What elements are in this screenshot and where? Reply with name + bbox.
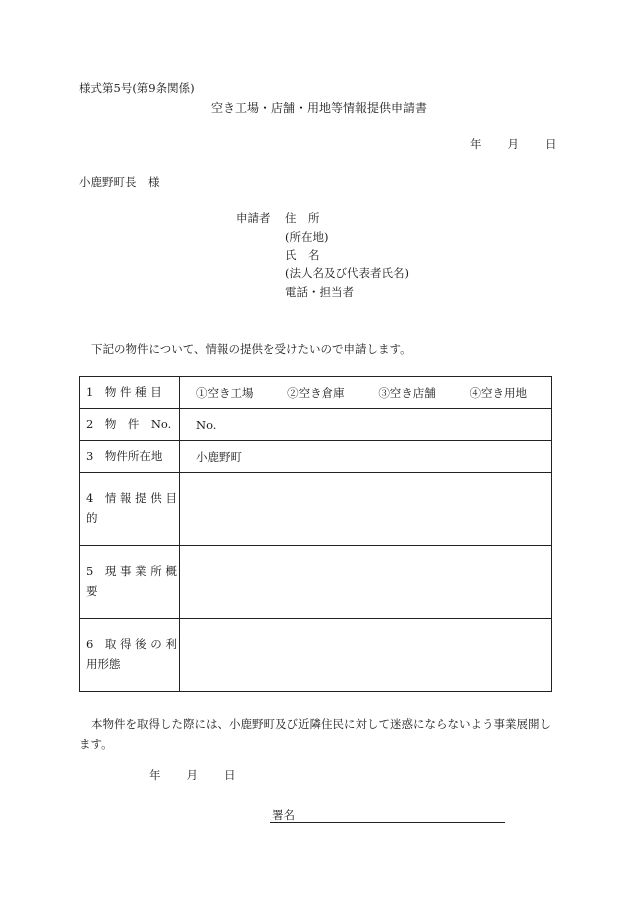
addressee: 小鹿野町長 様 <box>79 175 160 189</box>
table-row-purpose <box>80 473 552 546</box>
signature-date <box>149 770 236 782</box>
intro-text: 下記の物件について、情報の提供を受けたいので申請します。 <box>91 342 412 356</box>
row-label: 4 情 報 提 供 目的 <box>80 473 180 546</box>
table-row-property-location <box>80 441 552 473</box>
option-vacant-factory[interactable]: ①空き工場 <box>196 385 254 400</box>
option-vacant-store[interactable]: ③空き店舗 <box>378 385 436 400</box>
applicant-location-note: (所在地) <box>285 230 329 244</box>
table-row-usage-after <box>80 619 552 692</box>
applicant-phone-contact[interactable]: 電話・担当者 <box>285 285 354 299</box>
signature-line[interactable] <box>270 822 505 823</box>
current-business-field[interactable] <box>180 546 552 619</box>
purpose-field[interactable] <box>180 473 552 546</box>
document-title: 空き工場・店舗・用地等情報提供申請書 <box>211 101 428 115</box>
date-year: 年 <box>149 768 161 782</box>
row-label: 5 現 事 業 所 概要 <box>80 546 180 619</box>
signature-label: 署名 <box>272 808 295 822</box>
table-row-current-business <box>80 546 552 619</box>
row-label: 6 取 得 後 の 利用形態 <box>80 619 180 692</box>
pledge-note: 本物件を取得した際には、小鹿野町及び近隣住民に対して迷惑にならないよう事業展開します。 <box>79 717 551 752</box>
date-month: 月 <box>507 137 519 151</box>
property-type-options <box>180 377 552 409</box>
table-row-property-number <box>80 409 552 441</box>
property-number-field[interactable]: No. <box>180 409 552 441</box>
date-month: 月 <box>186 768 198 782</box>
row-label: 1 物 件 種 目 <box>80 377 180 409</box>
applicant-name[interactable]: 氏 名 <box>285 248 320 262</box>
row-label: 2 物 件 No. <box>80 409 180 441</box>
application-date <box>470 139 557 151</box>
applicant-corp-note: (法人名及び代表者氏名) <box>285 266 409 280</box>
date-year: 年 <box>470 137 482 151</box>
applicant-address[interactable]: 住 所 <box>285 211 320 225</box>
application-table <box>79 376 552 692</box>
table-row-property-type <box>80 377 552 409</box>
property-location-field[interactable]: 小鹿野町 <box>180 441 552 473</box>
row-label: 3 物件所在地 <box>80 441 180 473</box>
form-number: 様式第5号(第9条関係) <box>79 81 195 95</box>
date-day: 日 <box>545 137 557 151</box>
date-day: 日 <box>224 768 236 782</box>
usage-after-field[interactable] <box>180 619 552 692</box>
option-vacant-warehouse[interactable]: ②空き倉庫 <box>287 385 345 400</box>
option-vacant-land[interactable]: ④空き用地 <box>469 385 527 400</box>
applicant-label: 申請者 <box>236 211 271 225</box>
